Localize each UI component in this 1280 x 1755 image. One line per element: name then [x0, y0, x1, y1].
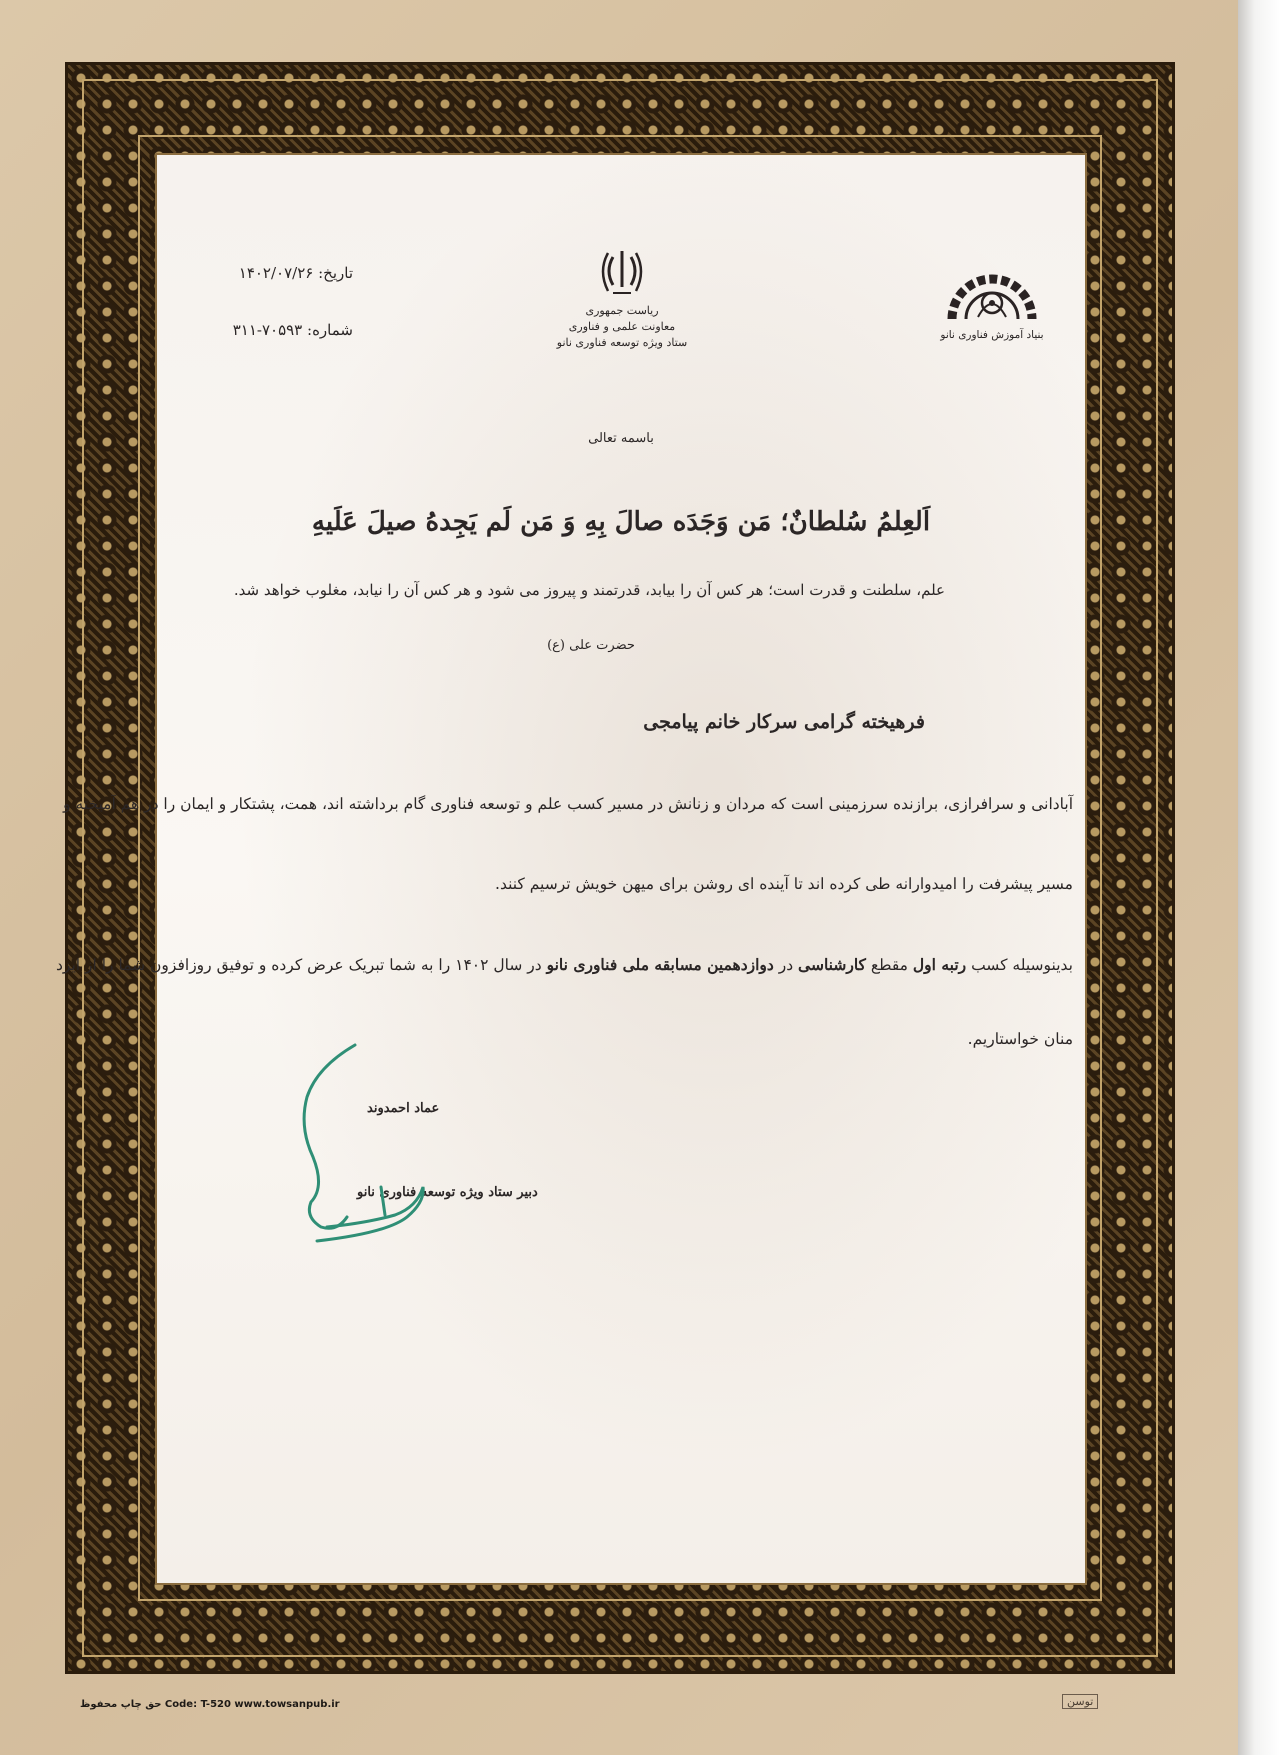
emblem-line: ریاست جمهوری [585, 304, 659, 317]
p3-text: در [773, 956, 799, 974]
p3-text: مقطع [865, 956, 913, 974]
date-label: تاریخ: ۱۴۰۲/۰۷/۲۶ [238, 264, 353, 282]
gear-logo-icon [942, 261, 1042, 323]
rank-text: رتبه اول [912, 955, 967, 974]
emblem-lines [502, 303, 742, 351]
iran-emblem-icon [599, 247, 645, 299]
emblem-line: ستاد ویژه توسعه فناوری نانو [556, 335, 688, 349]
paragraph-2: مسیر پیشرفت را امیدوارانه طی کرده اند تا آینده ای روشن برای میهن خویش ترسیم کنند. [495, 875, 1073, 893]
signer-title: دبیر ستاد ویژه توسعه فناوری نانو [357, 1185, 538, 1200]
nano-foundation-logo [927, 261, 1057, 341]
certificate-body [56, 153, 1087, 1585]
paragraph-1: آبادانی و سرافرازی، برازنده سرزمینی است که مردان و زنانش در مسیر کسب علم و توسعه فناوری گام برداشته اند، همت، پشتکار و ایمان را در هم آمیخته و [63, 795, 1073, 813]
publisher-brand: توسن [1062, 1694, 1098, 1709]
salutation: فرهیخته گرامی سرکار خانم پیامجی [643, 711, 925, 733]
emblem-block [502, 247, 742, 351]
besmeleh: باسمه تعالی [588, 431, 654, 446]
paragraph-4: منان خواستاریم. [967, 1030, 1073, 1048]
signer-name: عماد احمدوند [367, 1101, 440, 1116]
scan-edge [1238, 0, 1280, 1755]
logo-caption: بنیاد آموزش فناوری نانو [940, 329, 1044, 341]
publisher-footer: حق چاپ محفوظ Code: T-520 www.towsanpub.ir [80, 1699, 340, 1710]
p3-text: در سال ۱۴۰۲ را به شما تبریک عرض کرده و توفیق روزافزون شما را از ایزد [56, 956, 547, 974]
paragraph-3 [56, 955, 1073, 974]
persian-quote: علم، سلطنت و قدرت است؛ هر کس آن را بیابد، قدرتمند و پیروز می شود و هر کس آن را نیابد، مغلوب خواهد شد. [233, 581, 945, 599]
quote-author: حضرت علی (ع) [547, 638, 635, 653]
arabic-quote: اَلعِلمُ سُلطانٌ؛ مَن وَجَدَه صالَ بِهِ وَ مَن لَم یَجِدهُ صیلَ عَلَیهِ [311, 507, 931, 537]
degree-text: کارشناسی [798, 955, 866, 974]
competition-text: دوازدهمین مسابقه ملی فناوری نانو [546, 955, 774, 974]
reference-info [193, 265, 353, 378]
number-label: شماره: ۷۰۵۹۳-۳۱۱ [232, 320, 353, 339]
handwritten-signature [277, 1027, 497, 1267]
emblem-line: معاونت علمی و فناوری [568, 319, 676, 333]
p3-text: بدینوسیله کسب [966, 956, 1073, 974]
